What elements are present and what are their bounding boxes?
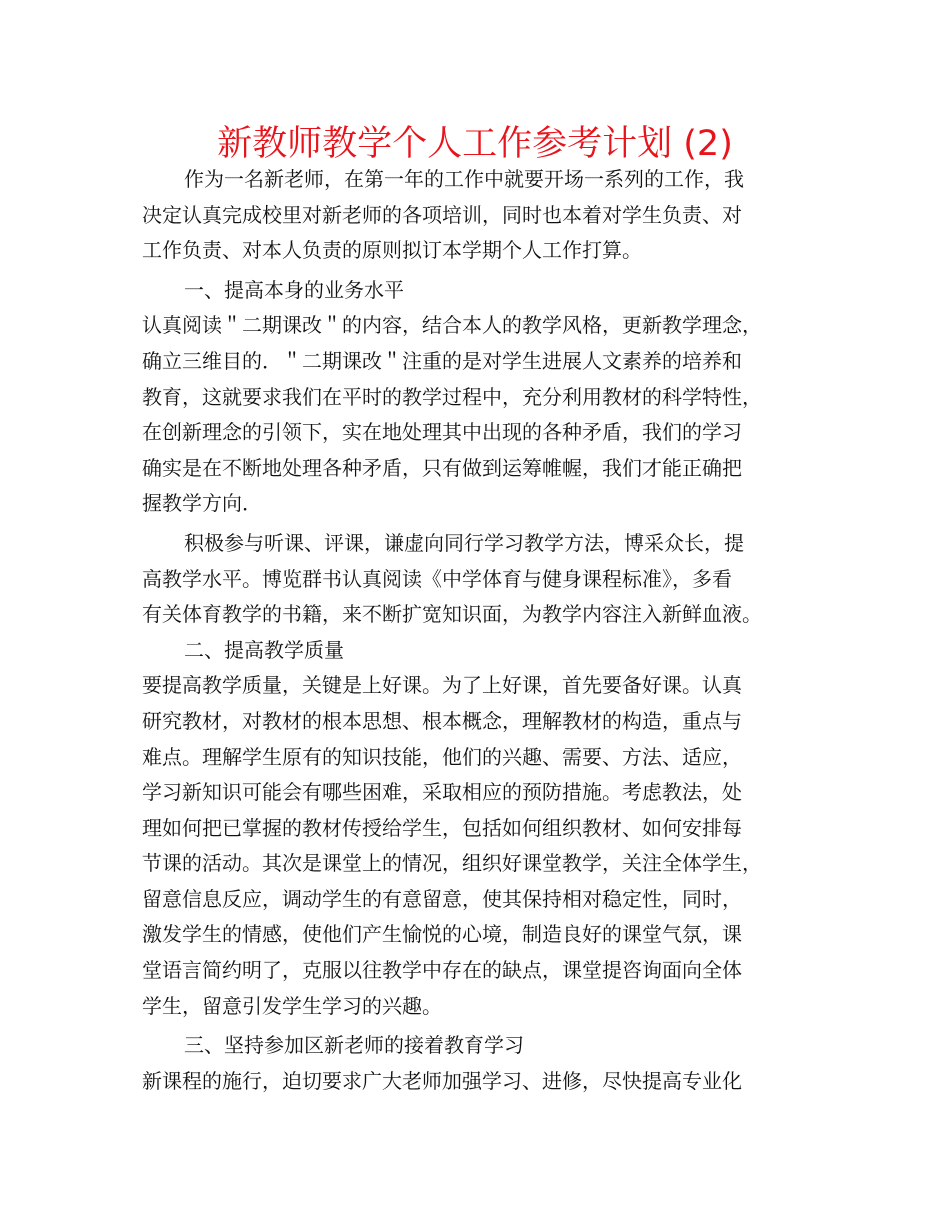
paragraph-line: 节课的活动。其次是课堂上的情况，组织好课堂教学，关注全体学生， bbox=[142, 851, 762, 876]
section-heading: 三、坚持参加区新老师的接着教育学习 bbox=[184, 1033, 524, 1058]
section-heading: 一、提高本身的业务水平 bbox=[184, 277, 404, 302]
document-title: 新教师教学个人工作参考计划 (2) bbox=[217, 124, 733, 164]
paragraph-line: 决定认真完成校里对新老师的各项培训，同时也本着对学生负责、对 bbox=[142, 202, 742, 227]
paragraph-line: 学生，留意引发学生学习的兴趣。 bbox=[142, 993, 442, 1018]
paragraph-line: 理如何把已掌握的教材传授给学生，包括如何组织教材、如何安排每 bbox=[142, 815, 742, 840]
paragraph-line: 新课程的施行，迫切要求广大老师加强学习、进修，尽快提高专业化 bbox=[142, 1068, 742, 1093]
paragraph-line: 堂语言简约明了，克服以往教学中存在的缺点，课堂提咨询面向全体 bbox=[142, 958, 742, 983]
paragraph-line: 高教学水平。博览群书认真阅读《中学体育与健身课程标准》，多看 bbox=[142, 566, 732, 591]
paragraph-line: 留意信息反应，调动学生的有意留意，使其保持相对稳定性，同时， bbox=[142, 886, 742, 911]
paragraph-line: 有关体育教学的书籍，来不断扩宽知识面，为教学内容注入新鲜血液。 bbox=[142, 602, 762, 627]
paragraph-line: 在创新理念的引领下，实在地处理其中出现的各种矛盾，我们的学习 bbox=[142, 420, 742, 445]
paragraph-line: 难点。理解学生原有的知识技能，他们的兴趣、需要、方法、适应， bbox=[142, 744, 742, 769]
paragraph-line: 研究教材，对教材的根本思想、根本概念，理解教材的构造，重点与 bbox=[142, 708, 742, 733]
paragraph-line: 认真阅读＂二期课改＂的内容，结合本人的教学风格，更新教学理念， bbox=[142, 313, 762, 338]
paragraph-line: 学习新知识可能会有哪些困难，采取相应的预防措施。考虑教法，处 bbox=[142, 780, 742, 805]
paragraph-line: 积极参与听课、评课，谦虚向同行学习教学方法，博采众长，提 bbox=[184, 530, 744, 555]
document-body bbox=[142, 162, 832, 1099]
paragraph-line: 教育，这就要求我们在平时的教学过程中，充分利用教材的科学特性， bbox=[142, 384, 762, 409]
paragraph-line: 要提高教学质量，关键是上好课。为了上好课，首先要备好课。认真 bbox=[142, 673, 742, 698]
paragraph-line: 作为一名新老师，在第一年的工作中就要开场一系列的工作，我 bbox=[184, 167, 744, 191]
paragraph-line: 确实是在不断地处理各种矛盾，只有做到运筹帷幄，我们才能正确把 bbox=[142, 455, 742, 480]
paragraph-line: 确立三维目的．＂二期课改＂注重的是对学生进展人文素养的培养和 bbox=[142, 348, 742, 373]
paragraph-line: 激发学生的情感，使他们产生愉悦的心境，制造良好的课堂气氛，课 bbox=[142, 922, 742, 947]
section-heading: 二、提高教学质量 bbox=[184, 637, 344, 662]
paragraph-line: 握教学方向． bbox=[142, 491, 262, 516]
paragraph-line: 工作负责、对本人负责的原则拟订本学期个人工作打算。 bbox=[142, 238, 642, 263]
